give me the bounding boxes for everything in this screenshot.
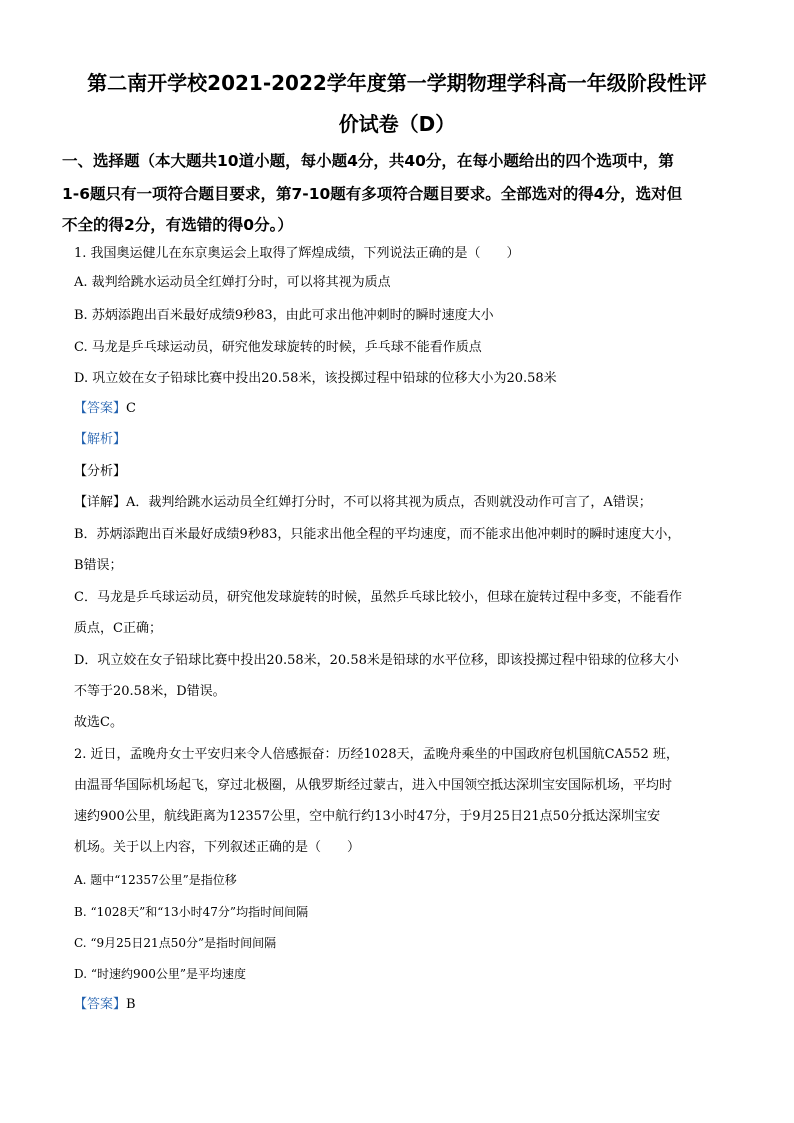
q2-option-a: A. 题中“12357公里”是指位移	[74, 873, 237, 887]
doc-title-line-1: 第二南开学校2021-2022学年度第一学期物理学科高一年级阶段性评	[87, 71, 707, 95]
q1-stem: 1. 我国奥运健儿在东京奥运会上取得了辉煌成绩，下列说法正确的是（ ）	[74, 246, 520, 261]
q1-option-a: A. 裁判给跳水运动员全红婵打分时，可以将其视为质点	[74, 275, 391, 290]
fenxi-tag: 【分析】	[74, 464, 127, 479]
answer-tag: 【答案】	[74, 997, 127, 1012]
q1-conclusion: 故选C。	[74, 715, 123, 730]
q1-answer-value: C	[126, 401, 136, 416]
q2-option-b: B. “1028天”和“13小时47分”均指时间间隔	[74, 905, 309, 919]
detail-tag: 【详解】	[74, 495, 127, 510]
q1-option-b: B. 苏炳添跑出百米最好成绩9秒83，由此可求出他冲刺时的瞬时速度大小	[74, 308, 494, 323]
q2-stem-line-4: 机场。关于以上内容，下列叙述正确的是（ ）	[74, 840, 361, 855]
q2-answer-row	[74, 996, 136, 1014]
q2-option-c: C. “9月25日21点50分”是指时间间隔	[74, 936, 277, 950]
q1-detail-line-2: B．苏炳添跑出百米最好成绩9秒83，只能求出他全程的平均速度，而不能求出他冲刺时的瞬时速度大小，	[74, 527, 681, 542]
q1-answer-row	[74, 400, 136, 418]
answer-tag: 【答案】	[74, 401, 127, 416]
q1-detail-line-3: B错误；	[74, 558, 123, 573]
q2-stem-line-3: 速约900公里，航线距离为12357公里，空中航行约13小时47分，于9月25日21点50分抵达深圳宝安	[74, 809, 661, 824]
q2-stem-line-2: 由温哥华国际机场起飞，穿过北极圈，从俄罗斯经过蒙古，进入中国领空抵达深圳宝安国际机场，平均时	[74, 778, 673, 793]
q1-detail-line-7: 不等于20.58米，D错误。	[74, 684, 226, 699]
detail-text: A．裁判给跳水运动员全红婵打分时，不可以将其视为质点，否则就没动作可言了，A错误；	[126, 495, 652, 510]
section-instruction-line-2: 1-6题只有一项符合题目要求，第7-10题有多项符合题目要求。全部选对的得4分，选对但	[62, 185, 683, 203]
analysis-tag: 【解析】	[74, 432, 127, 447]
q1-detail-line-1	[74, 494, 652, 512]
doc-title-line-2: 价试卷（D）	[338, 112, 456, 136]
q1-detail-line-5: 质点，C正确；	[74, 621, 162, 636]
section-instruction-line-3: 不全的得2分，有选错的得0分。）	[62, 216, 293, 234]
q2-answer-value: B	[126, 997, 136, 1012]
q2-stem-line-1: 2. 近日，孟晚舟女士平安归来令人倍感振奋：历经1028天，孟晚舟乘坐的中国政府包机国航CA552 班，	[74, 747, 679, 762]
q1-detail-line-4: C．马龙是乒乓球运动员，研究他发球旋转的时候，虽然乒乓球比较小，但球在旋转过程中多变，不能看作	[74, 590, 682, 605]
q1-option-d: D. 巩立姣在女子铅球比赛中投出20.58米，该投掷过程中铅球的位移大小为20.58米	[74, 371, 557, 386]
q2-option-d: D. “时速约900公里”是平均速度	[74, 967, 246, 981]
section-instruction-line-1: 一、选择题（本大题共10道小题，每小题4分，共40分，在每小题给出的四个选项中，第	[62, 152, 674, 170]
q1-option-c: C. 马龙是乒乓球运动员，研究他发球旋转的时候，乒乓球不能看作质点	[74, 340, 482, 355]
q1-detail-line-6: D．巩立姣在女子铅球比赛中投出20.58米，20.58米是铅球的水平位移，即该投掷过程中铅球的位移大小	[74, 653, 679, 668]
